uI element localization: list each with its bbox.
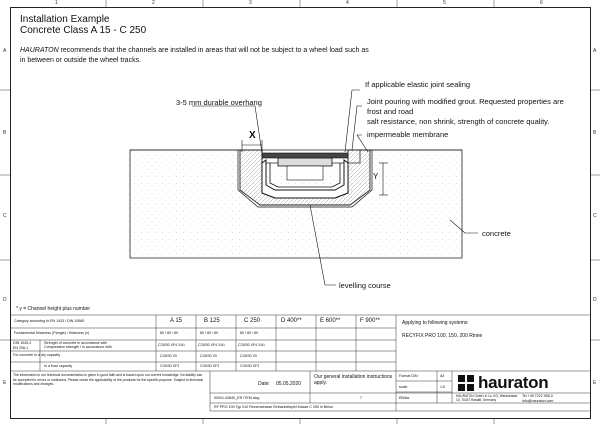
callout-concrete: concrete xyxy=(482,229,511,238)
table-cell: C25/30 XF4 XA1 xyxy=(198,343,225,347)
table-cell: 80 / 80 / 80 xyxy=(240,331,258,335)
zone-number: 6 xyxy=(540,0,543,6)
zone-letter: C xyxy=(593,213,597,219)
revision-label: EB/bw xyxy=(399,396,410,400)
class-f900: F 900** xyxy=(360,318,381,324)
recommendation-text: recommends that the channels are installed in areas that will not be subject to a wheel load such as xyxy=(58,47,369,54)
zone-letter: E xyxy=(593,380,597,386)
row-dry-label: For concrete in a dry capacity xyxy=(13,353,61,357)
drawing-number: 00001-02840_ER ITEM.dwg xyxy=(214,396,260,400)
table-cell: C25/30 XF3 xyxy=(200,364,220,368)
callout-grout-line2: frost and road xyxy=(367,107,414,116)
callout-grout-line3: salt resistance, non shrink, strength of concrete quality. xyxy=(367,117,550,126)
zone-letter: B xyxy=(3,130,7,136)
dimension-y-label: Y xyxy=(373,172,379,181)
table-cell: C25/30 X0 xyxy=(200,354,217,358)
table-cell: 80 / 80 / 80 xyxy=(160,331,178,335)
logo-mark-icon xyxy=(458,375,474,391)
row-strength-label: Strength of concrete in accordance with xyxy=(44,341,108,345)
date-label: Date: xyxy=(258,381,270,387)
applying-label: Applying to following systems: xyxy=(402,320,469,326)
company-name: hauraton xyxy=(478,373,549,392)
company-email: info@hauraton.com xyxy=(522,399,554,403)
dimension-x-label: X xyxy=(249,130,256,141)
callout-overhang: 3-5 mm durable overhang xyxy=(176,98,262,107)
row-thickness-label: Fundamental thickness (Fsingle) / thickness (x) xyxy=(14,331,90,335)
callout-levelling: levelling course xyxy=(339,281,391,290)
table-cell: C25/30 XF4 XA1 xyxy=(158,343,185,347)
class-b125: B 125 xyxy=(204,318,220,324)
row-frost-label: In a frost capacity xyxy=(44,364,73,368)
zone-number: 1 xyxy=(55,0,58,6)
callout-membrane: impermeable membrane xyxy=(367,130,449,139)
format-label: Format DIN xyxy=(399,374,418,378)
zone-letter: E xyxy=(3,380,7,386)
recommendation-note-line2: in between or outside the wheel tracks. xyxy=(20,57,142,64)
class-e600: E 600** xyxy=(320,318,341,324)
class-a15: A 15 xyxy=(170,318,183,324)
zone-letter: B xyxy=(593,130,597,136)
format-value: A4 xyxy=(440,374,445,378)
drawing-title: Installation Example xyxy=(20,14,110,25)
row-strength-label-2: Compressive strength / in accordance with xyxy=(44,345,112,349)
company-phone: Tel +49 7222 958-0 xyxy=(522,394,553,398)
scale-value: 1:5 xyxy=(440,385,445,389)
footer-text: RF PRO 100 Typ 010 Rinnenstrasse Einbaubeispiel Klasse C 250 in Beton xyxy=(214,405,334,409)
zone-number: 5 xyxy=(443,0,446,6)
zone-letter: D xyxy=(593,297,597,303)
side-label-en: EN 206-1 xyxy=(13,346,29,350)
brand-name: HAURATON xyxy=(20,47,59,54)
company-logo xyxy=(458,373,588,393)
table-cell: 80 / 80 / 80 xyxy=(200,331,218,335)
general-note: Our general installation instructions apply. xyxy=(314,374,393,386)
zone-number: 3 xyxy=(249,0,252,6)
table-cell: C25/30 X0 xyxy=(160,354,177,358)
zone-letter: A xyxy=(3,48,7,54)
class-c250: C 250 xyxy=(244,318,261,324)
zone-letter: C xyxy=(3,213,7,219)
zone-letter: D xyxy=(3,297,7,303)
sheet-number: 7 xyxy=(360,396,362,400)
callout-grout-line1: Joint pouring with modified grout. Requested properties are xyxy=(367,97,564,106)
table-cell: C25/30 XF4 XA1 xyxy=(238,343,265,347)
zone-number: 4 xyxy=(346,0,349,6)
company-address: HAURATON GmbH & Co. KG, Werkstrasse 13, 76437 Rastatt, Germany xyxy=(456,394,518,403)
footnote: * y = Channel height plus number xyxy=(16,306,91,312)
table-cell: C25/30 XF3 xyxy=(240,364,260,368)
date-value: 05.05.2020 xyxy=(276,381,302,387)
callout-elastic-joint: If applicable elastic joint sealing xyxy=(365,80,471,89)
table-category-label: Category according to EN 1433 / DIN 19580 xyxy=(14,319,85,323)
disclaimer: The information in our technical documentation is given in good faith and is based upon our current knowledge. No liability can be accepted for errors or omissions. Please check the applicability of the products for the specific purpose. Subject to technical modifications and changes. xyxy=(13,373,203,387)
scale-label: scale xyxy=(399,385,408,389)
zone-letter: A xyxy=(593,48,597,54)
table-cell: C25/30 X0 xyxy=(240,354,257,358)
zone-number: 2 xyxy=(152,0,155,6)
recommendation-note-line1 xyxy=(20,47,369,54)
class-d400: D 400** xyxy=(281,318,302,324)
side-label-din: DIN 1045-2 xyxy=(13,341,32,345)
system-name: RECYFIX PRO 100, 150, 200 Rinne xyxy=(402,333,483,339)
table-cell: C25/30 XF3 xyxy=(160,364,180,368)
drawing-subtitle: Concrete Class A 15 - C 250 xyxy=(20,25,147,36)
